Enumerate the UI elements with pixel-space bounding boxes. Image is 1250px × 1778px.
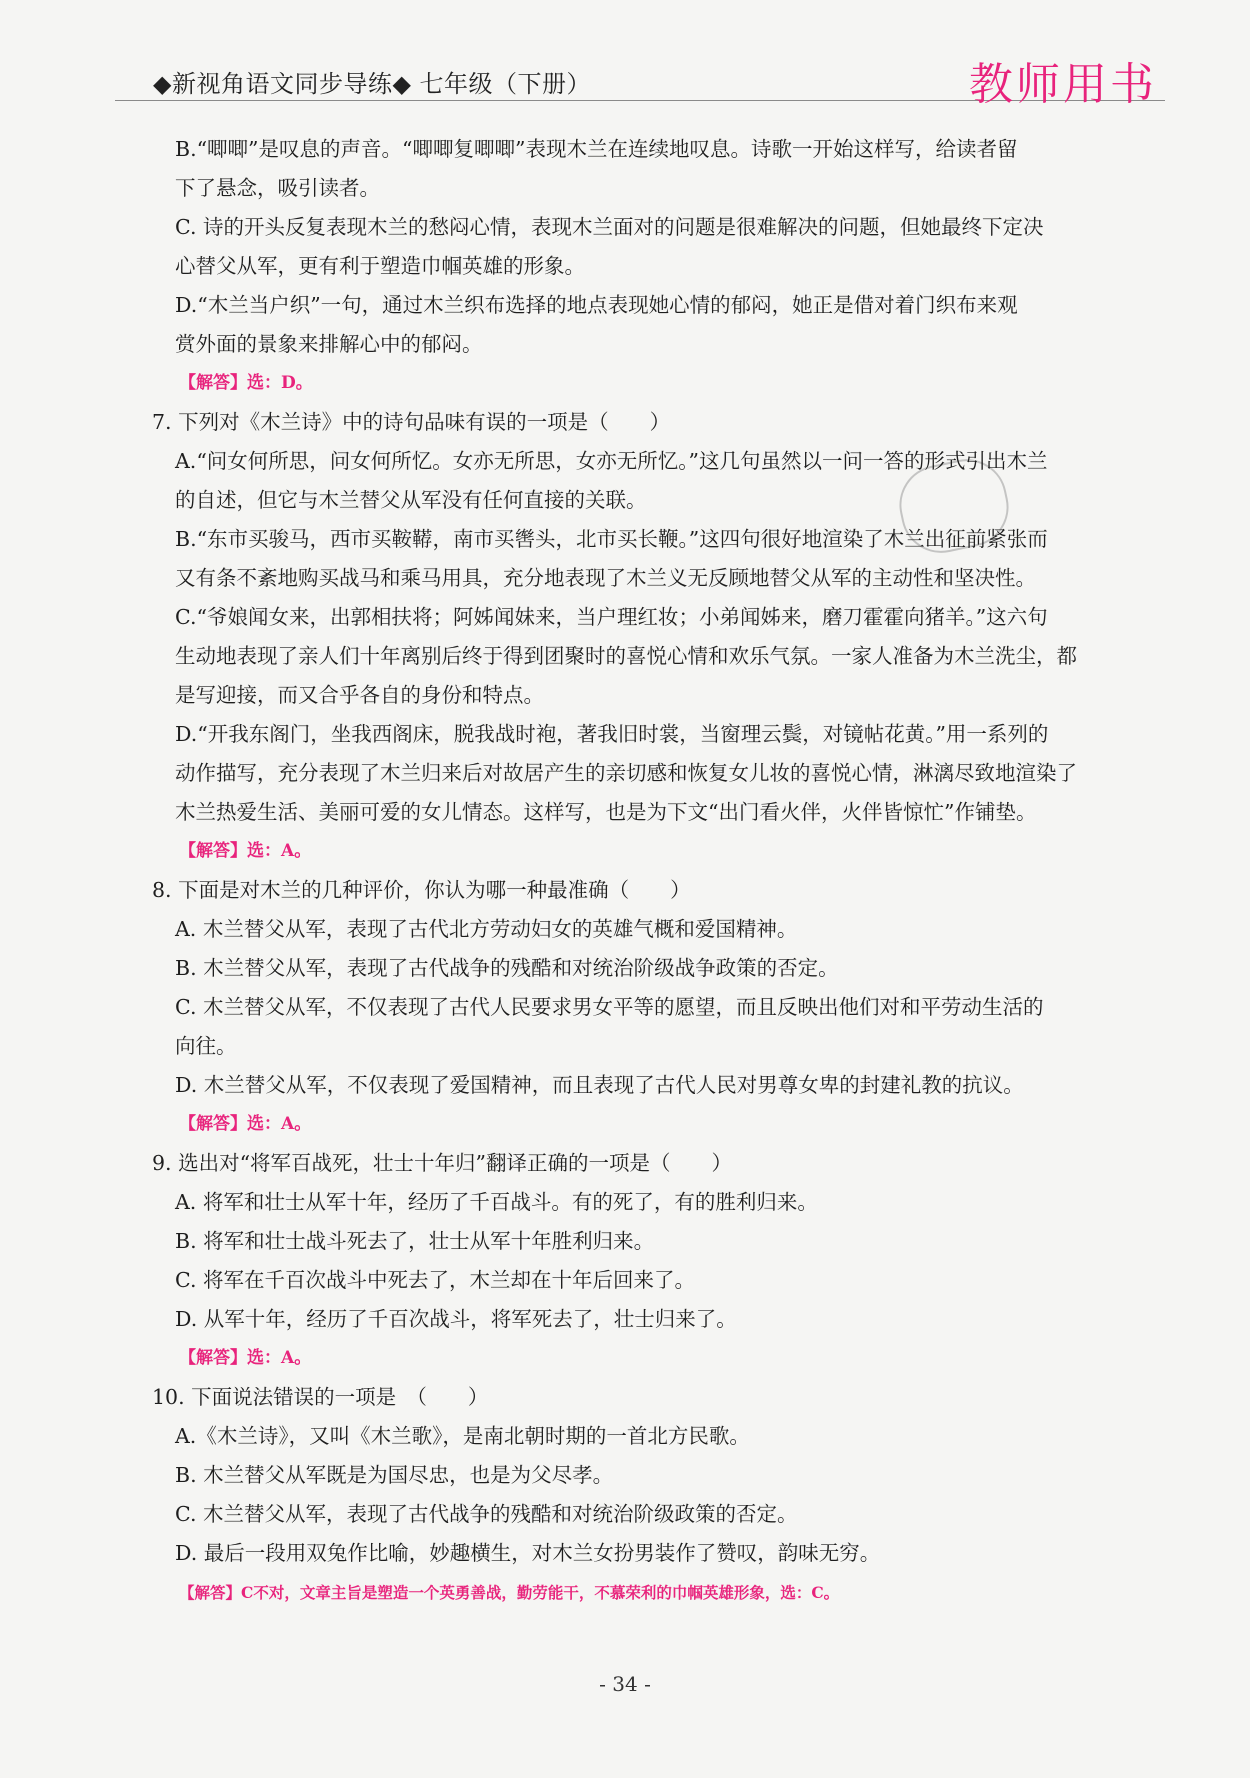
option-line: B. 木兰替父从军既是为国尽忠，也是为父尽孝。 <box>175 1463 614 1487</box>
book-title: ◆新视角语文同步导练◆ 七年级（下册） <box>153 70 592 98</box>
answer-line: 【解答】选：A。 <box>179 841 312 861</box>
option-line: D. 最后一段用双兔作比喻，妙趣横生，对木兰女扮男装作了赞叹，韵味无穷。 <box>175 1541 881 1565</box>
option-line: C.“爷娘闻女来，出郭相扶将；阿姊闻妹来，当户理红妆；小弟闻姊来，磨刀霍霍向猪羊。”这六句 <box>175 605 1048 629</box>
question-line: 10. 下面说法错误的一项是 （ ） <box>152 1385 489 1409</box>
option-line: C. 木兰替父从军，不仅表现了古代人民要求男女平等的愿望，而且反映出他们对和平劳动生活的 <box>175 995 1044 1019</box>
question-line: 9. 选出对“将军百战死，壮士十年归”翻译正确的一项是（ ） <box>152 1151 733 1175</box>
continuation-line: 的自述，但它与木兰替父从军没有任何直接的关联。 <box>175 488 647 512</box>
option-line: D.“木兰当户织”一句，通过木兰织布选择的地点表现她心情的郁闷，她正是借对着门织布来观 <box>175 293 1018 317</box>
page-content <box>152 130 1172 1612</box>
continuation-line: 向往。 <box>175 1034 237 1058</box>
option-line: C. 木兰替父从军，表现了古代战争的残酷和对统治阶级政策的否定。 <box>175 1502 798 1526</box>
option-line: C. 将军在千百次战斗中死去了，木兰却在十年后回来了。 <box>175 1268 695 1292</box>
continuation-line: 是写迎接，而又合乎各自的身份和特点。 <box>175 683 544 707</box>
option-line: B. 木兰替父从军，表现了古代战争的残酷和对统治阶级战争政策的否定。 <box>175 956 839 980</box>
continuation-line: 赏外面的景象来排解心中的郁闷。 <box>175 332 483 356</box>
answer-line: 【解答】选：A。 <box>179 1114 312 1134</box>
option-line: D. 从军十年，经历了千百次战斗，将军死去了，壮士归来了。 <box>175 1307 737 1331</box>
option-line: A. 将军和壮士从军十年，经历了千百战斗。有的死了，有的胜利归来。 <box>175 1190 818 1214</box>
option-line: B.“东市买骏马，西市买鞍鞯，南市买辔头，北市买长鞭。”这四句很好地渲染了木兰出征前紧张而 <box>175 527 1048 551</box>
question-line: 7. 下列对《木兰诗》中的诗句品味有误的一项是（ ） <box>152 410 671 434</box>
option-line: D. 木兰替父从军，不仅表现了爱国精神，而且表现了古代人民对男尊女卑的封建礼教的抗议。 <box>175 1073 1024 1097</box>
continuation-line: 木兰热爱生活、美丽可爱的女儿情态。这样写，也是为下文“出门看火伴，火伴皆惊忙”作铺垫。 <box>175 800 1037 824</box>
answer-line: 【解答】选：D。 <box>179 373 313 393</box>
continuation-line: 下了悬念，吸引读者。 <box>175 176 380 200</box>
continuation-line: 动作描写，充分表现了木兰归来后对故居产生的亲切感和恢复女儿妆的喜悦心情，淋漓尽致地渲染了 <box>175 761 1077 785</box>
answer-line: 【解答】C不对，文章主旨是塑造一个英勇善战，勤劳能干，不慕荣利的巾帼英雄形象，选：C。 <box>179 1583 840 1602</box>
option-line: C. 诗的开头反复表现木兰的愁闷心情，表现木兰面对的问题是很难解决的问题，但她最终下定决 <box>175 215 1044 239</box>
option-line: A. 木兰替父从军，表现了古代北方劳动妇女的英雄气概和爱国精神。 <box>175 917 798 941</box>
option-line: A.《木兰诗》，又叫《木兰歌》，是南北朝时期的一首北方民歌。 <box>175 1424 750 1448</box>
answer-line: 【解答】选：A。 <box>179 1348 312 1368</box>
continuation-line: 生动地表现了亲人们十年离别后终于得到团聚时的喜悦心情和欢乐气氛。一家人准备为木兰洗尘，都 <box>175 644 1077 668</box>
option-line: B. 将军和壮士战斗死去了，壮士从军十年胜利归来。 <box>175 1229 655 1253</box>
option-line: D.“开我东阁门，坐我西阁床，脱我战时袍，著我旧时裳，当窗理云鬓，对镜帖花黄。”用一系列的 <box>175 722 1049 746</box>
teacher-edition-label: 教师用书 <box>969 59 1157 110</box>
page-number: - 34 - <box>599 1672 651 1696</box>
page-header <box>115 48 1165 110</box>
option-line: A.“问女何所思，问女何所忆。女亦无所思，女亦无所忆。”这几句虽然以一问一答的形式引出木兰 <box>175 449 1048 473</box>
continuation-line: 又有条不紊地购买战马和乘马用具，充分地表现了木兰义无反顾地替父从军的主动性和坚决性。 <box>175 566 1036 590</box>
option-line: B.“唧唧”是叹息的声音。“唧唧复唧唧”表现木兰在连续地叹息。诗歌一开始这样写，给读者留 <box>175 137 1018 161</box>
continuation-line: 心替父从军，更有利于塑造巾帼英雄的形象。 <box>175 254 585 278</box>
question-line: 8. 下面是对木兰的几种评价，你认为哪一种最准确（ ） <box>152 878 691 902</box>
